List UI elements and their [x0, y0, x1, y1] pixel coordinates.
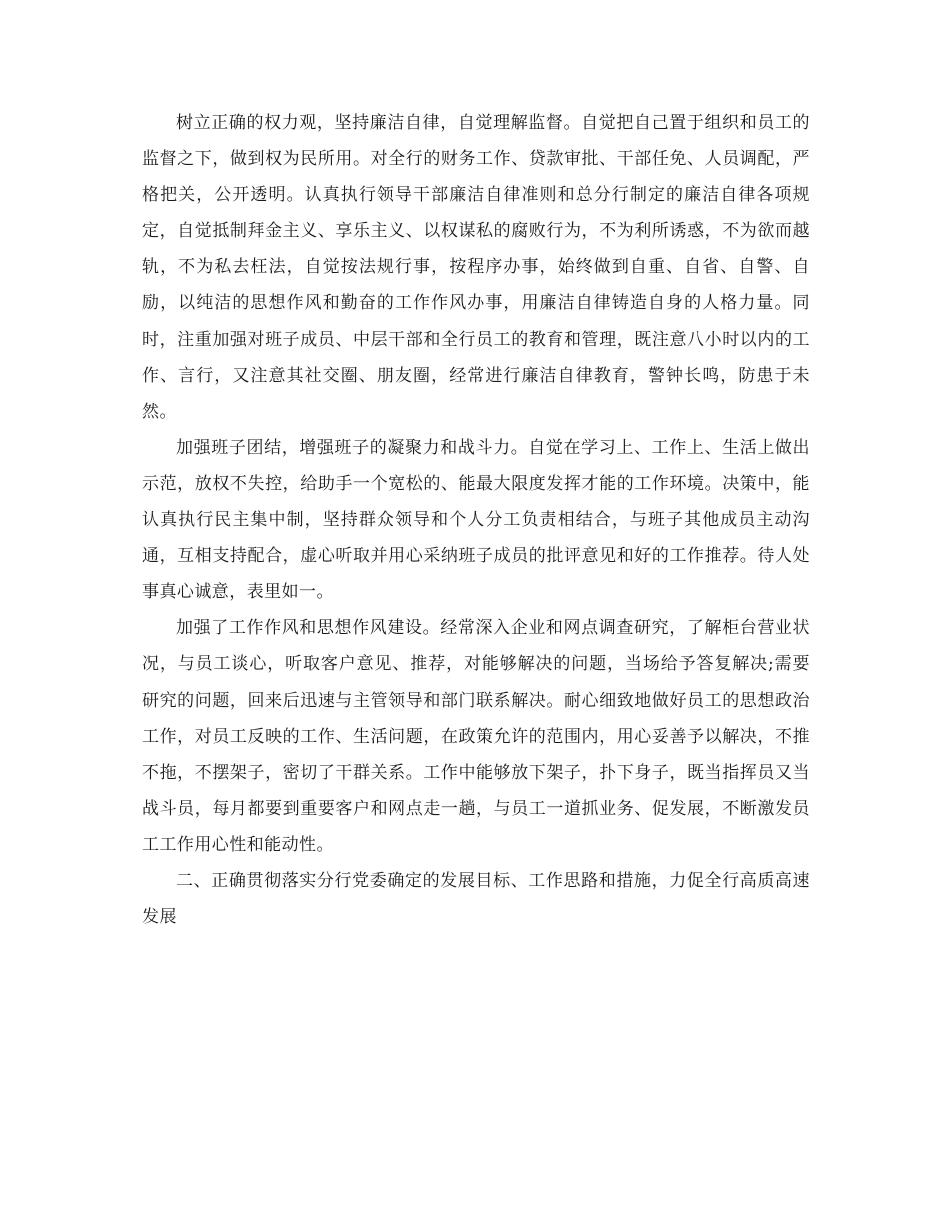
- paragraph-team-unity: 加强班子团结，增强班子的凝聚力和战斗力。自觉在学习上、工作上、生活上做出示范，放权不失控，给助手一个宽松的、能最大限度发挥才能的工作环境。决策中，能认真执行民主集中制，坚持群众领导和个人分工负责相结合，与班子其他成员主动沟通，互相支持配合，虚心听取并用心采纳班子成员的批评意见和好的工作推荐。待人处事真心诚意，表里如一。: [142, 437, 810, 603]
- paragraph-integrity: 树立正确的权力观，坚持廉洁自律，自觉理解监督。自觉把自己置于组织和员工的监督之下，做到权为民所用。对全行的财务工作、贷款审批、干部任免、人员调配，严格把关，公开透明。认真执行领导干部廉洁自律准则和总分行制定的廉洁自律各项规定，自觉抵制拜金主义、享乐主义、以权谋私的腐败行为，不为利所诱惑，不为欲而越轨，不为私去枉法，自觉按法规行事，按程序办事，始终做到自重、自省、自警、自励，以纯洁的思想作风和勤奋的工作作风办事，用廉洁自律铸造自身的人格力量。同时，注重加强对班子成员、中层干部和全行员工的教育和管理，既注意八小时以内的工作、言行，又注意其社交圈、朋友圈，经常进行廉洁自律教育，警钟长鸣，防患于未然。: [142, 113, 810, 422]
- section-heading-two: 二、正确贯彻落实分行党委确定的发展目标、工作思路和措施，力促全行高质高速发展: [142, 870, 810, 928]
- paragraph-work-style: 加强了工作作风和思想作风建设。经常深入企业和网点调查研究，了解柜台营业状况，与员工谈心，听取客户意见、推荐，对能够解决的问题，当场给予答复解决;需要研究的问题，回来后迅速与主管领导和部门联系解决。耐心细致地做好员工的思想政治工作，对员工反映的工作、生活问题，在政策允许的范围内，用心妥善予以解决，不推不拖，不摆架子，密切了干群关系。工作中能够放下架子，扑下身子，既当指挥员又当战斗员，每月都要到重要客户和网点走一趟，与员工一道抓业务、促发展，不断激发员工工作用心性和能动性。: [142, 618, 810, 855]
- document-body: [142, 105, 810, 935]
